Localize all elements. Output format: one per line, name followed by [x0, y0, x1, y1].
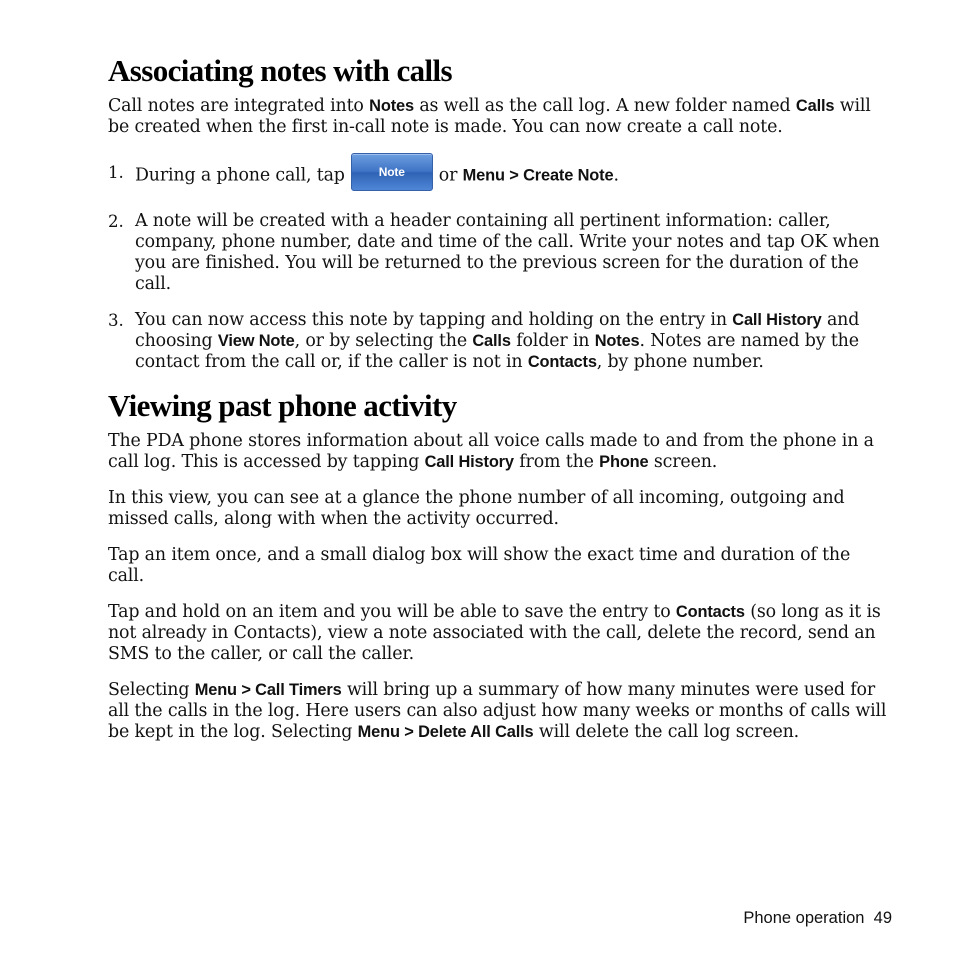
step-number: 1.: [108, 163, 124, 182]
footer-section-title: Phone operation: [743, 909, 865, 927]
intro-paragraph: Call notes are integrated into Notes as well as the call log. A new folder named Calls will be created when the first in-call note is made. You can now create a call note.: [108, 96, 871, 137]
paragraph: Tap and hold on an item and you will be able to save the entry to Contacts (so long as it is not already in Contacts), view a note associated with the call, delete the record, send an SMS to the caller, or call the caller.: [108, 602, 881, 664]
ui-term-calls: Calls: [795, 97, 835, 115]
step-item: 1. During a phone call, tap Note or Menu > Create Note.: [108, 162, 890, 190]
section-heading-viewing-past-activity: Viewing past phone activity: [108, 388, 457, 423]
note-button-image: Note: [351, 153, 433, 191]
step-item: 2. A note will be created with a header containing all pertinent information: caller, company, phone number, date and time of the call. Write your notes and tap OK when you are finished. You will be returned to the previous screen for the duration of the call.: [108, 211, 880, 294]
ui-term-notes: Notes: [369, 97, 414, 115]
paragraph: In this view, you can see at a glance the phone number of all incoming, outgoing and missed calls, along with when the activity occurred.: [108, 488, 845, 529]
page-footer: [743, 909, 892, 928]
step-number: 3.: [108, 311, 124, 330]
ui-term-menu-create-note: Menu > Create Note: [462, 166, 614, 185]
paragraph: The PDA phone stores information about all voice calls made to and from the phone in a call log. This is accessed by tapping Call History from the Phone screen.: [108, 431, 874, 472]
step-item: 3. You can now access this note by tapping and holding on the entry in Call History and choosing View Note, or by selecting the Calls folder in Notes. Notes are named by the contact from the call or, if the caller is not in Contacts, by phone number.: [108, 310, 860, 372]
document-page: [108, 50, 890, 743]
page-number: 49: [873, 909, 892, 927]
paragraph: Selecting Menu > Call Timers will bring up a summary of how many minutes were used for all the calls in the log. Here users can also adjust how many weeks or months of calls will be kept in the log. Selecting Menu > Delete All Calls will delete the call log screen.: [108, 680, 887, 742]
paragraph: Tap an item once, and a small dialog box will show the exact time and duration of the call.: [108, 545, 851, 586]
section-heading-associating-notes: Associating notes with calls: [108, 53, 453, 88]
steps-list: [108, 162, 890, 373]
step-number: 2.: [108, 212, 124, 231]
